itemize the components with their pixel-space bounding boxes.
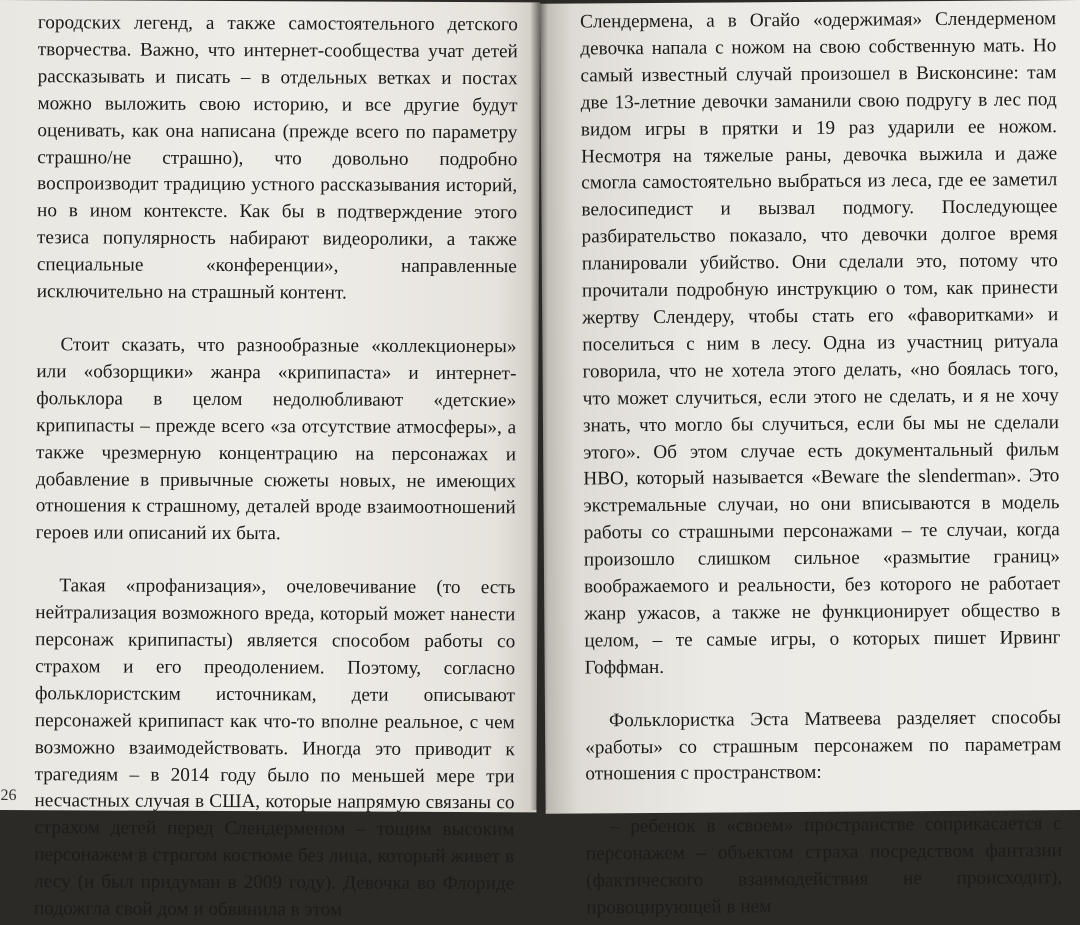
right-paragraph-2: Фольклористка Эста Матвеева разделяет способы «работы» со страшным персонажем по параметрам отношения с пространством:	[585, 706, 1062, 785]
right-paragraph-3: – ребенок в «своем» пространстве соприкасается с персонажем – объектом страха посредством фантазии (фактического взаимодействия не происходит), провоцирующей в нем	[585, 813, 1063, 919]
left-page	[0, 0, 540, 921]
paragraph-gap	[585, 786, 1061, 815]
left-paragraph-3: Такая «профанизация», очеловечивание (то есть нейтрализация возможного вреда, который может нанести персонаж крипипасты) является способом работы со страхом и его преодолением. Поэтому, согласно фольклористским источникам, дети описывают персонажей крипипаст как что-то вполне реальное, с чем возможно взаимодействовать. Иногда это приводит к трагедиям – в 2014 году было по меньшей мере три несчастных случая в США, которые напрямую связаны со страхом детей перед Слендерменом – тощим высоким персонажем в строгом костюме без лица, который живет в лесу (и был придуман в 2009 году). Девочка во Флориде подожгла свой дом и обвинила в этом	[33, 575, 516, 921]
right-page	[540, 0, 1080, 919]
paragraph-gap	[37, 306, 517, 334]
paragraph-gap	[585, 679, 1061, 708]
page-number: 26	[0, 787, 17, 805]
right-paragraph-1: Слендермена, а в Огайо «одержимая» Слендерменом девочка напала с ножом на свою собственную мать. Но самый известный случай произошел в Висконсине: там две 13-летние девочки заманили свою подругу в лес под видом игры в прятки и 19 раз ударили ее ножом. Несмотря на тяжелые раны, девочка выжила и даже смогла самостоятельно выбраться из леса, где ее заметил велосипедист и вызвал подмогу. Последующее разбирательство показало, что девочки долгое время планировали убийство. Они сделали это, потому что прочитали подробную инструкцию о том, как принести жертву Слендеру, чтобы стать его «фаворитками» и поселиться с ним в лесу. Одна из участниц ритуала говорила, что не хотела этого делать, «но боялась того, что может случиться, если этого не сделать, и я не хочу знать, что могло бы случиться, если бы мы не сделали этого». Об этом случае есть документальный фильм HBO, который называется «Beware the slenderman». Это экстремальные случаи, но они вписываются в модель работы со страшными персонажами – те случаи, когда произошло слишком сильное «размытие границ» воображаемого и реальности, без которого не работает жанр ужасов, а также не функционирует общество в целом, – те самые игры, о которых пишет Ирвинг Гоффман.	[580, 8, 1061, 679]
left-paragraph-1: городских легенд, а также самостоятельного детского творчества. Важно, что интернет-сообщества учат детей рассказывать и писать – в отдельных ветках и постах можно выложить свою историю, и все другие будут оценивать, как она написана (прежде всего по параметру страшно/не страшно), что довольно подробно воспроизводит традицию устного рассказывания историй, но в ином контексте. Как бы в подтверждение этого тезиса популярность набирают видеоролики, а также специальные «конференции», направленные исключительно на страшный контент.	[36, 12, 518, 304]
left-paragraph-2: Стоит сказать, что разнообразные «коллекционеры» или «обзорщики» жанра «крипипаста» и интернет-фольклора в целом недолюбливают «детские» крипипасты – прежде всего «за отсутствие атмосферы», а также чрезмерную концентрацию на персонажах и добавление в привычные сюжеты новых, не имеющих отношения к страшному, деталей вроде взаимоотношений героев или описаний их быта.	[35, 334, 517, 545]
paragraph-gap	[35, 547, 515, 575]
